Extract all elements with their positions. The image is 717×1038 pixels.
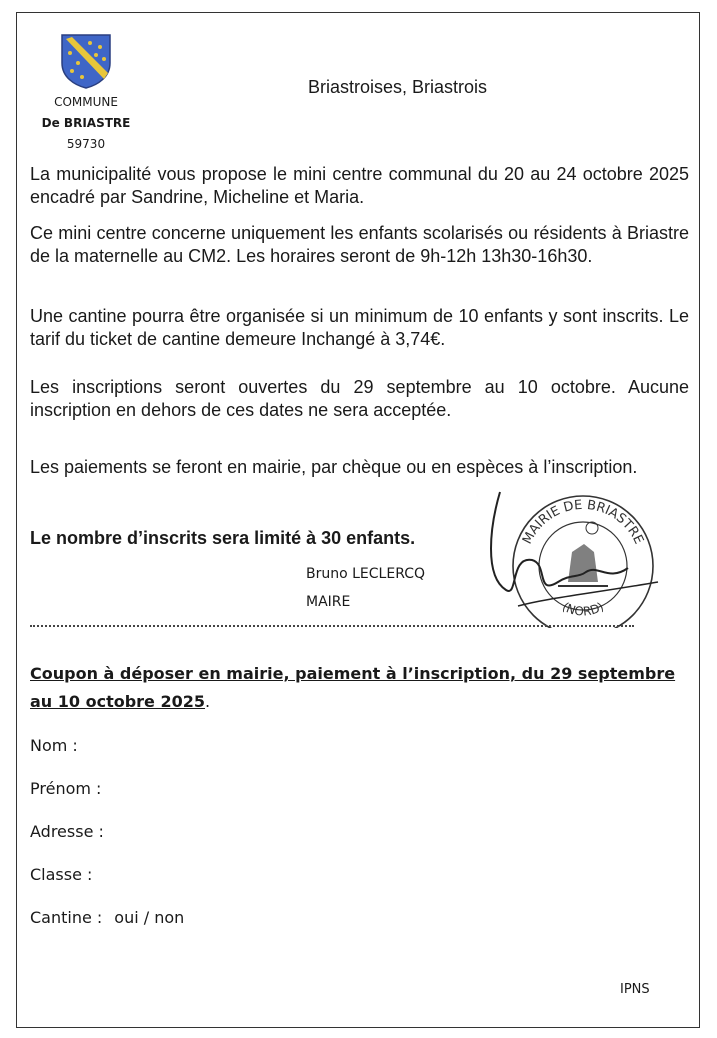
mairie-stamp-icon bbox=[488, 486, 678, 628]
paragraph-dates: La municipalité vous propose le mini centre communal du 20 au 24 octobre 2025 encadré par Sandrine, Micheline et Maria. bbox=[30, 164, 689, 207]
commune-label: COMMUNE bbox=[54, 95, 118, 109]
field-label: Prénom : bbox=[30, 779, 102, 798]
field-cantine[interactable] bbox=[30, 908, 184, 927]
field-label: Adresse : bbox=[30, 822, 104, 841]
commune-name: De BRIASTRE bbox=[41, 116, 131, 130]
limit-notice: Le nombre d’inscrits sera limité à 30 enfants. bbox=[30, 528, 416, 548]
field-classe[interactable] bbox=[30, 865, 104, 884]
commune-block bbox=[36, 92, 136, 155]
field-label: Nom : bbox=[30, 736, 78, 755]
coupon-heading-text: Coupon à déposer en mairie, paiement à l’inscription, du 29 septembre au 10 octobre 2025 bbox=[30, 664, 676, 711]
field-label: Classe : bbox=[30, 865, 93, 884]
coupon-heading bbox=[30, 660, 680, 716]
stamp-bottom-text: (NORD) bbox=[559, 599, 607, 619]
cut-line bbox=[30, 625, 634, 627]
paragraph-registration: Les inscriptions seront ouvertes du 29 septembre au 10 octobre. Aucune inscription en dehors de ces dates ne sera acceptée. bbox=[30, 377, 689, 420]
paragraph-canteen: Une cantine pourra être organisée si un minimum de 10 enfants y sont inscrits. Le tarif du ticket de cantine demeure Inchangé à 3,74€. bbox=[30, 306, 689, 349]
field-value[interactable]: oui / non bbox=[114, 908, 185, 927]
field-nom[interactable] bbox=[30, 736, 90, 755]
mayor-title: MAIRE bbox=[306, 594, 351, 610]
ipns-label: IPNS bbox=[620, 982, 650, 997]
greeting: Briastroises, Briastrois bbox=[308, 77, 488, 97]
stamp-top-text: MAIRIE DE BRIASTRE bbox=[519, 497, 647, 547]
commune-crest-icon bbox=[60, 33, 112, 89]
mayor-name: Bruno LECLERCQ bbox=[306, 566, 426, 582]
field-adresse[interactable] bbox=[30, 822, 116, 841]
field-label: Cantine : bbox=[30, 908, 103, 927]
svg-text:(NORD) bbox=[560, 600, 606, 619]
paragraph-eligibility: Ce mini centre concerne uniquement les enfants scolarisés ou résidents à Briastre de la maternelle au CM2. Les horaires seront de 9h-12h 13h30-16h30. bbox=[30, 223, 689, 266]
field-prenom[interactable] bbox=[30, 779, 113, 798]
coupon-heading-end: . bbox=[205, 692, 211, 711]
paragraph-payment: Les paiements se feront en mairie, par chèque ou en espèces à l’inscription. bbox=[30, 457, 638, 477]
postcode: 59730 bbox=[66, 137, 106, 151]
